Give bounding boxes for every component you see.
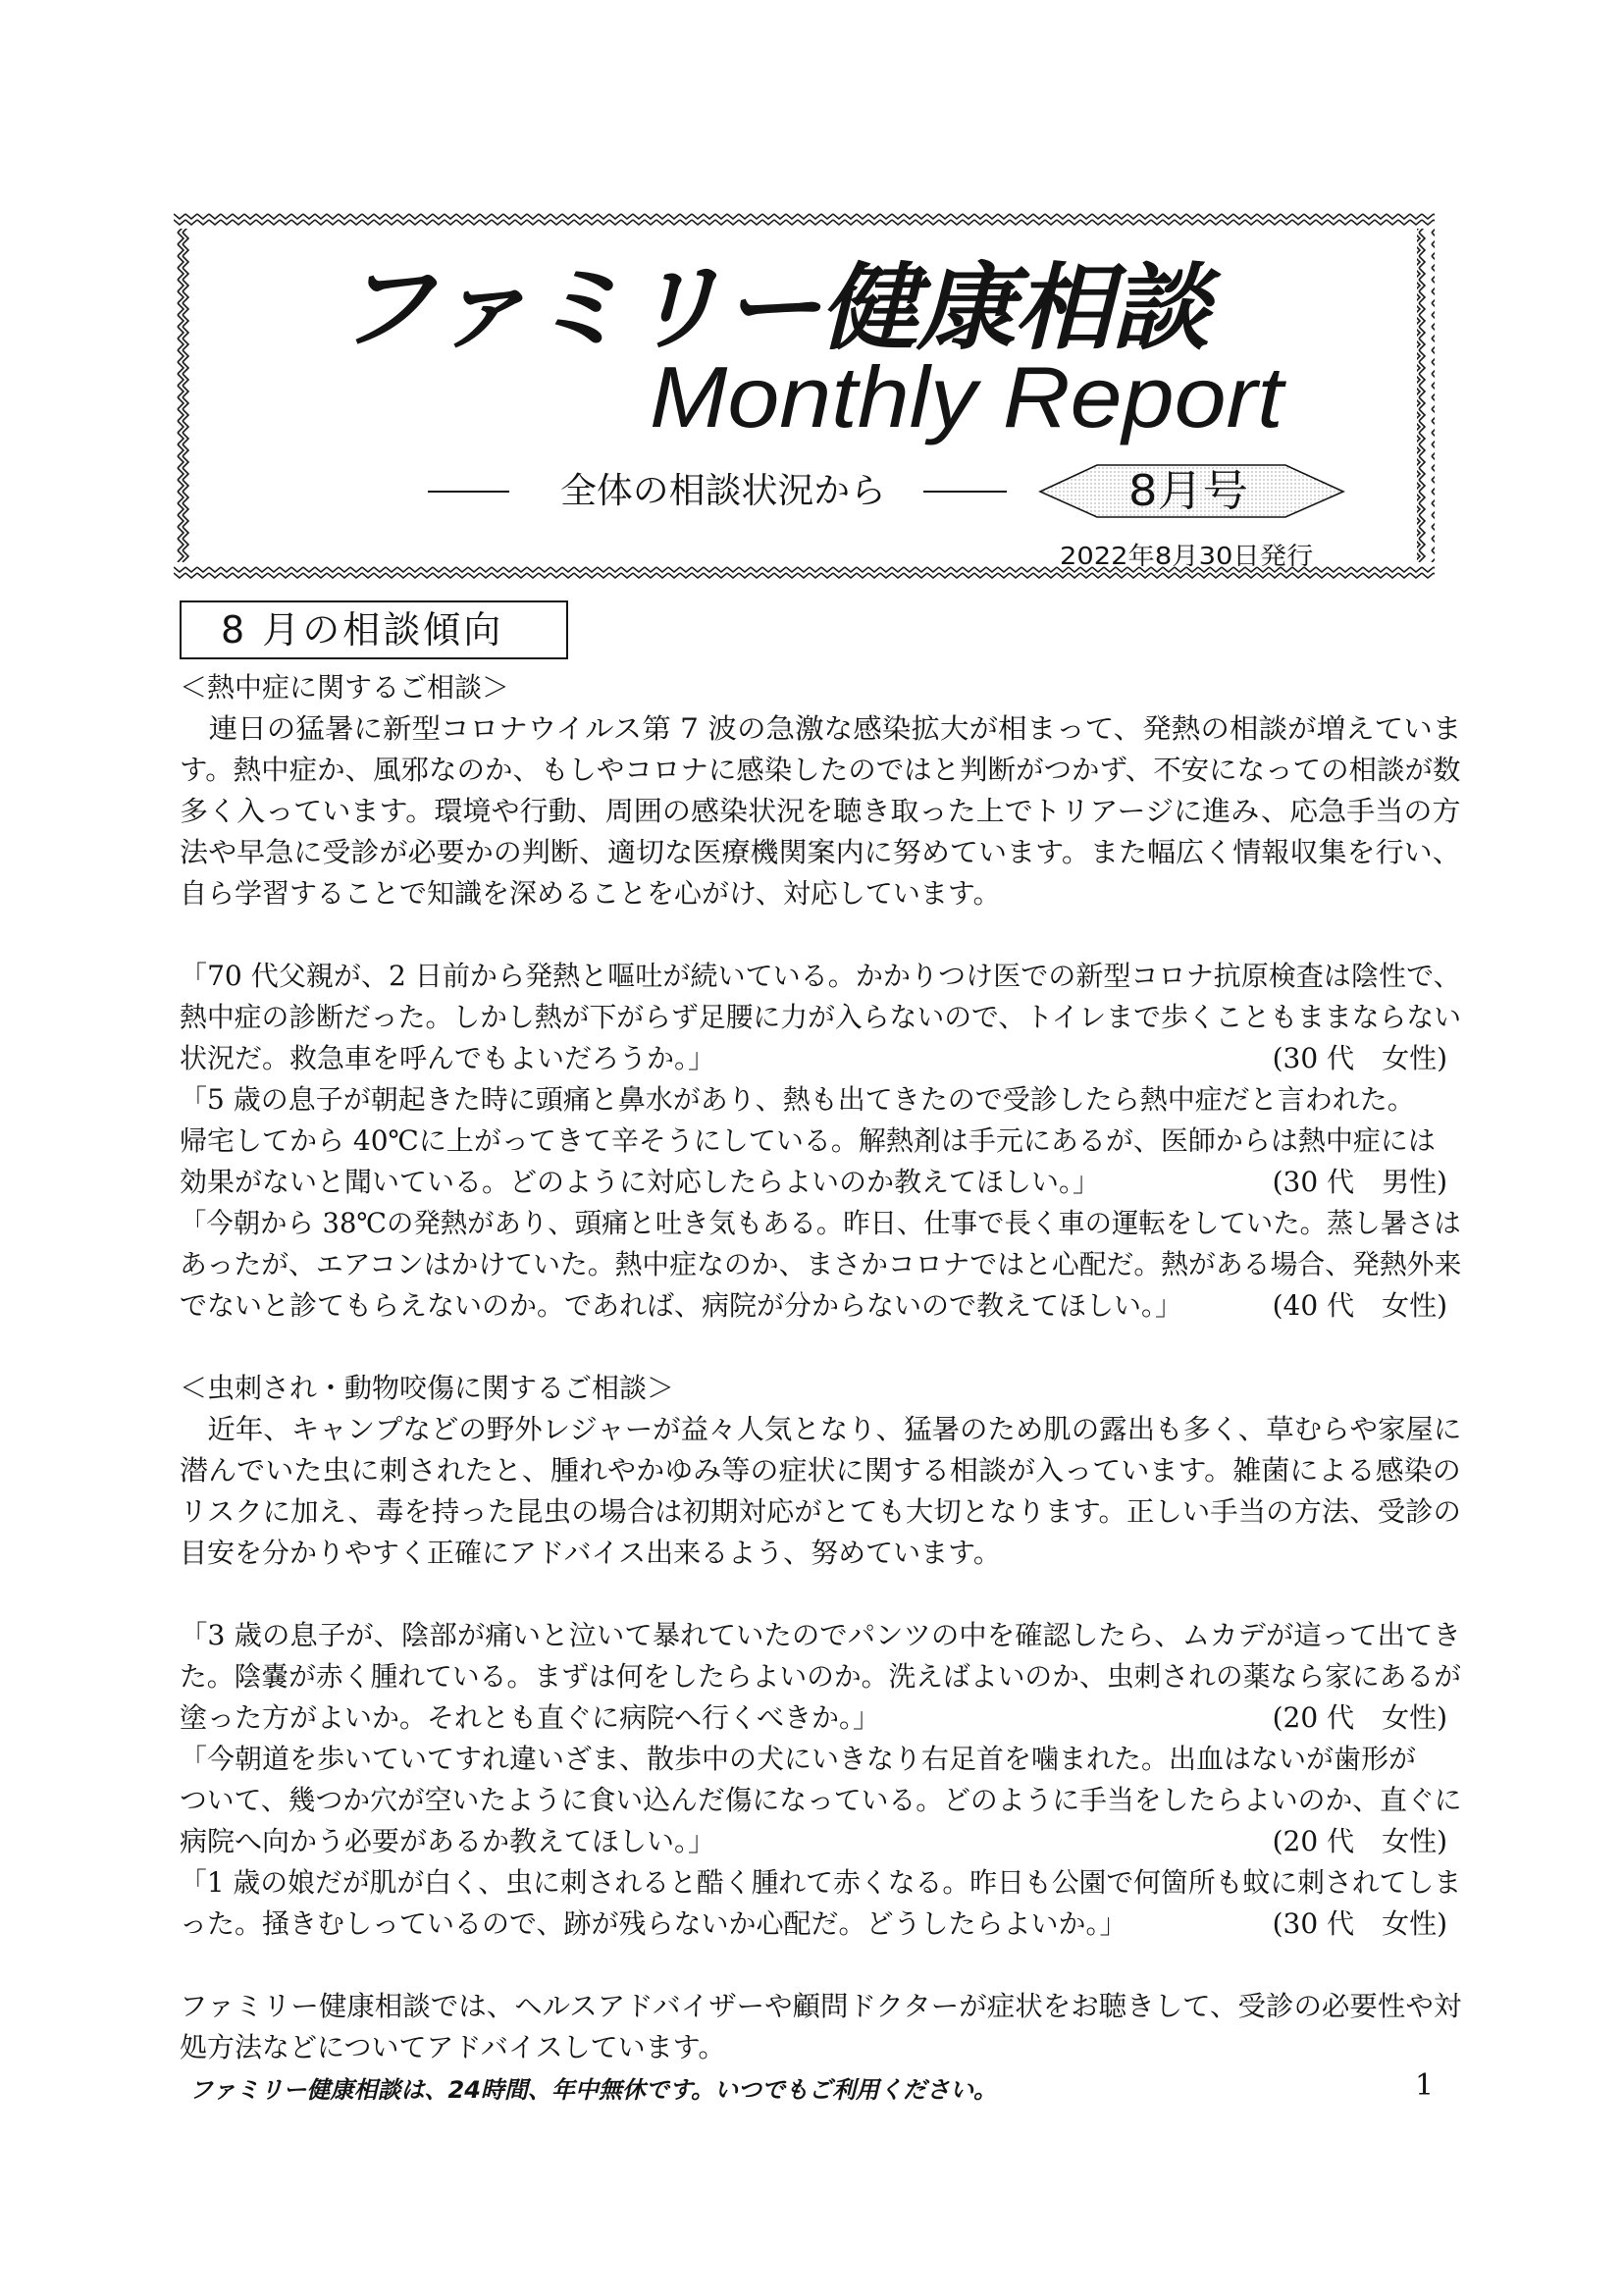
case-line: あったが、エアコンはかけていた。熱中症なのか、まさかコロナではと心配だ。熱がある場合、発熱外来 xyxy=(180,1248,1462,1280)
closing-note-row xyxy=(180,2068,1461,2110)
paragraph-line: リスクに加え、毒を持った昆虫の場合は初期対応がとても大切となります。正しい手当の方法、受診の xyxy=(180,1495,1461,1528)
topic-heading-row xyxy=(180,1368,1461,1409)
case-line: 病院へ向かう必要があるか教えてほしい。」 xyxy=(180,1825,716,1857)
closing-line: ファミリー健康相談では、ヘルスアドバイザーや顧問ドクターが症状をお聴きして、受診の必要性や対 xyxy=(180,1990,1462,2022)
case-line: った。掻きむしっているので、跡が残らないか心配だ。どうしたらよいか。」 xyxy=(180,1907,1127,1940)
issue-date: 2022年8月30日発行 xyxy=(1060,542,1314,570)
consultant-attribution: (40 代 女性) xyxy=(1272,1289,1447,1322)
newsletter-title-wrap xyxy=(331,253,1230,363)
topic-heading: ＜虫刺され・動物咬傷に関するご相談＞ xyxy=(180,1372,675,1404)
monthly-report-wrap xyxy=(650,348,1283,445)
case-line: ついて、幾つか穴が空いたように食い込んだ傷になっている。どのように手当をしたらよいのか、直ぐに xyxy=(180,1784,1462,1816)
paragraph-row xyxy=(180,832,1461,873)
blank-row xyxy=(180,1327,1461,1368)
closing-note: ファミリー健康相談は、24時間、年中無休です。いつでもご利用ください。 xyxy=(189,2076,997,2104)
section-heading-box xyxy=(180,600,568,659)
subtitle-rule-right xyxy=(923,491,1007,493)
case-row xyxy=(180,1244,1461,1285)
article-body xyxy=(180,667,1461,2110)
blank-row xyxy=(180,914,1461,956)
paragraph-row xyxy=(180,1450,1461,1491)
case-line: 「5 歳の息子が朝起きた時に頭痛と鼻水があり、熱も出てきたので受診したら熱中症だと言われた。 xyxy=(180,1083,1415,1116)
paragraph-row xyxy=(180,791,1461,832)
closing-row xyxy=(180,2027,1461,2068)
case-line: 熱中症の診断だった。しかし熱が下がらず足腰に力が入らないので、トイレまで歩くこともままならない xyxy=(180,1001,1462,1033)
case-row xyxy=(180,1162,1461,1203)
case-line: 帰宅してから 40℃に上がってきて辛そうにしている。解熱剤は手元にあるが、医師からは熱中症には xyxy=(180,1124,1436,1157)
case-row xyxy=(180,1739,1461,1780)
consultant-attribution: (20 代 女性) xyxy=(1272,1701,1447,1734)
case-line: 塗った方がよいか。それとも直ぐに病院へ行くべきか。」 xyxy=(180,1701,881,1734)
case-row xyxy=(180,1079,1461,1121)
monthly-report-title: Monthly Report xyxy=(650,348,1283,445)
section-heading: 8 月の相談傾向 xyxy=(221,608,504,652)
case-line: 状況だ。救急車を呼んでもよいだろうか。」 xyxy=(180,1042,716,1074)
case-line: 「70 代父親が、2 日前から発熱と嘔吐が続いている。かかりつけ医での新型コロナ抗原検査は陰性で、 xyxy=(180,960,1461,992)
case-line: 「今朝道を歩いていてすれ違いざま、散歩中の犬にいきなり右足首を噛まれた。出血はないが歯形が xyxy=(180,1743,1417,1775)
paragraph-row xyxy=(180,1409,1461,1450)
consultant-attribution: (30 代 女性) xyxy=(1272,1042,1447,1074)
case-line: 「今朝から 38℃の発熱があり、頭痛と吐き気もある。昨日、仕事で長く車の運転をしていた。蒸し暑さは xyxy=(180,1207,1461,1239)
case-row xyxy=(180,997,1461,1038)
case-line: 効果がないと聞いている。どのように対応したらよいのか教えてほしい。」 xyxy=(180,1166,1101,1198)
case-line: 「3 歳の息子が、陰部が痛いと泣いて暴れていたのでパンツの中を確認したら、ムカデが這って出てき xyxy=(180,1619,1461,1651)
closing-line: 処方法などについてアドバイスしています。 xyxy=(180,2031,726,2063)
paragraph-line: す。熱中症か、風邪なのか、もしやコロナに感染したのではと判断がつかず、不安になっての相談が数 xyxy=(180,754,1461,786)
consultant-attribution: (30 代 男性) xyxy=(1272,1166,1447,1198)
case-row xyxy=(180,1780,1461,1821)
subtitle-wrap xyxy=(560,471,886,512)
case-row xyxy=(180,1615,1461,1656)
closing-row xyxy=(180,1986,1461,2027)
paragraph-row xyxy=(180,873,1461,914)
case-row xyxy=(180,1285,1461,1327)
case-row xyxy=(180,1697,1461,1739)
paragraph-line: 潜んでいた虫に刺されたと、腫れやかゆみ等の症状に関する相談が入っています。雑菌による感染の xyxy=(180,1454,1461,1487)
paragraph-line: 目安を分かりやすく正確にアドバイス出来るよう、努めています。 xyxy=(180,1537,1001,1569)
paragraph-line: 自ら学習することで知識を深めることを心がけ、対応しています。 xyxy=(180,877,1001,910)
case-line: 「1 歳の娘だが肌が白く、虫に刺されると酷く腫れて赤くなる。昨日も公園で何箇所も蚊に刺されてしま xyxy=(180,1866,1462,1899)
topic-heading-row xyxy=(180,667,1461,708)
page-number: 1 xyxy=(1415,2068,1435,2103)
paragraph-line: 近年、キャンプなどの野外レジャーが益々人気となり、猛暑のため肌の露出も多く、草むらや家屋に xyxy=(180,1413,1462,1445)
case-row xyxy=(180,1821,1461,1862)
case-row xyxy=(180,1862,1461,1904)
paragraph-row xyxy=(180,708,1461,750)
newsletter-title: ファミリー健康相談 xyxy=(331,253,1230,363)
case-row xyxy=(180,1203,1461,1244)
case-row xyxy=(180,1038,1461,1079)
case-line: でないと診てもらえないのか。であれば、病院が分からないので教えてほしい。」 xyxy=(180,1289,1183,1322)
issue-label-wrap xyxy=(1128,468,1248,515)
paragraph-line: 法や早急に受診が必要かの判断、適切な医療機関案内に努めています。また幅広く情報収集を行い、 xyxy=(180,836,1461,868)
issue-date-wrap xyxy=(1060,543,1313,570)
paragraph-row xyxy=(180,1491,1461,1533)
paragraph-row xyxy=(180,750,1461,791)
topic-heading: ＜熱中症に関するご相談＞ xyxy=(180,671,510,704)
consultant-attribution: (30 代 女性) xyxy=(1272,1907,1447,1940)
case-line: た。陰嚢が赤く腫れている。まずは何をしたらよいのか。洗えばよいのか、虫刺されの薬なら家にあるが xyxy=(180,1660,1462,1693)
case-row xyxy=(180,1656,1461,1697)
case-row xyxy=(180,956,1461,997)
case-row xyxy=(180,1904,1461,1945)
case-row xyxy=(180,1121,1461,1162)
paragraph-row xyxy=(180,1533,1461,1574)
paragraph-line: 連日の猛暑に新型コロナウイルス第 7 波の急激な感染拡大が相まって、発熱の相談が増えていま xyxy=(180,712,1462,745)
subtitle: 全体の相談状況から xyxy=(560,471,887,511)
consultant-attribution: (20 代 女性) xyxy=(1272,1825,1447,1857)
section-heading-wrap xyxy=(221,602,535,657)
issue-label: 8月号 xyxy=(1128,466,1248,516)
blank-row xyxy=(180,1574,1461,1615)
subtitle-rule-left xyxy=(428,491,509,493)
paragraph-line: 多く入っています。環境や行動、周囲の感染状況を聴き取った上でトリアージに進み、応急手当の方 xyxy=(180,795,1461,827)
blank-row xyxy=(180,1945,1461,1986)
